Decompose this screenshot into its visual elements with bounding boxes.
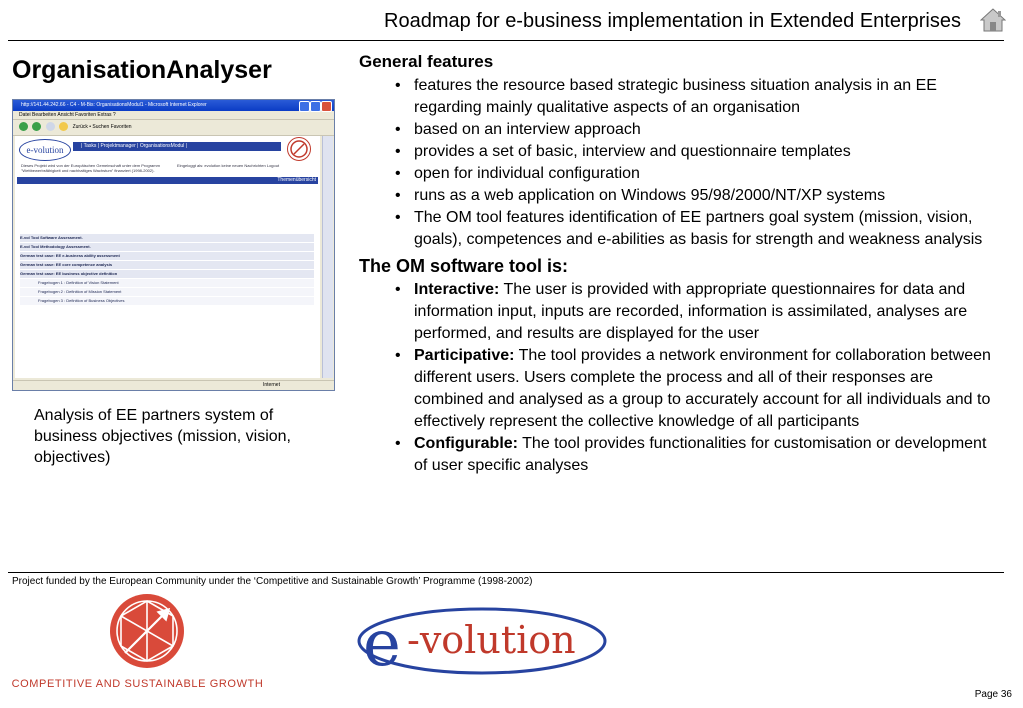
page-number: Page 36 [974,689,1012,700]
header-divider [8,40,1004,41]
inner-topic-row: German test case: EE business objective definition [20,270,314,279]
item-label: Interactive: [414,281,500,298]
inner-topic-row: German test case: EE e-business ability assessment [20,252,314,261]
close-icon [321,101,332,112]
evolution-logo [355,603,610,680]
list-item: • open for individual configuration [359,163,1004,185]
om-tool-list [359,279,1004,477]
header-title: Roadmap for e-business implementation in Extended Enterprises [384,10,961,32]
screenshot-scrollbar [322,136,333,378]
app-screenshot [12,99,335,391]
screenshot-titlebar [13,100,334,111]
inner-description: Dieses Projekt wird von der Europäischen Gemeinschaft unter dem Programm "Wettbewerbsfähigkeit und nachhaltiges Wachstum" finanziert (1998-2002). [21,163,160,173]
minimize-icon [299,101,310,112]
svg-text:e: e [363,607,401,680]
inner-questionnaire-row: Fragebogen 3 : Definition of Business Objectives [20,297,314,306]
item-text: The tool provides a network environment for collaboration between different users. Users complete the process and all of their responses are combined and analysed as a group to accurately account for all individuals and to effectively represent the collective knowledge of all participants [414,347,991,430]
maximize-icon [310,101,321,112]
back-icon [19,122,28,131]
content-column [359,51,1004,477]
inner-topic-row: E-vol Tool Software Assessment. [20,234,314,243]
screenshot-menubar: Datei Bearbeiten Ansicht Favoriten Extras ? [13,111,334,120]
forward-icon [32,122,41,131]
favorites-icon [59,122,68,131]
screenshot-caption: Analysis of EE partners system of business objectives (mission, vision, objectives) [34,407,291,466]
om-tool-heading: The OM software tool is: [359,256,569,276]
inner-user-links: Eingeloggt als: evolution keine neuen Nachrichten Logout [177,163,280,168]
screenshot-window-title: http://141.44.242.66 - C4 - M-Bis: OrganisationsModul1 - Microsoft Internet Explorer [21,102,207,108]
competitive-growth-logo [10,590,265,695]
item-label: Configurable: [414,435,518,452]
list-item: • runs as a web application on Windows 95/98/2000/NT/XP systems [359,185,1004,207]
general-features-heading: General features [359,52,494,71]
list-item [359,279,1004,345]
inner-growth-seal [287,137,311,161]
funding-note: Project funded by the European Community under the ‘Competitive and Sustainable Growth’ Programme (1998-2002) [12,576,533,587]
screenshot-page [15,136,320,378]
inner-topic-row: German test case: EE core competence analysis [20,261,314,270]
inner-questionnaire-row: Fragebogen 1 : Definition of Vision Statement [20,279,314,288]
list-item: • features the resource based strategic business situation analysis in an EE regarding mainly qualitative aspects of an organisation [359,75,1004,119]
item-text: The user is provided with appropriate questionnaires for data and information input, inputs are recorded, information is assimilated, analyses are performed, and results are displayed for the user [414,281,968,342]
general-features-list [359,75,1004,251]
internet-zone-label: Internet [263,382,280,388]
list-item: • based on an interview approach [359,119,1004,141]
list-item: • provides a set of basic, interview and questionnaire templates [359,141,1004,163]
home-icon[interactable] [980,8,1006,32]
list-item: • The OM tool features identification of EE partners goal system (mission, vision, goals), competences and e-abilities as basis for strength and weakness analysis [359,207,1004,251]
list-item [359,345,1004,433]
evolution-logo-text: -volution [407,618,576,662]
item-label: Participative: [414,347,515,364]
inner-nav-bar: | Tasks | Projektmanager | OrganisationsModul | [73,142,281,151]
inner-evolution-logo: e-volution [19,139,71,161]
stop-icon [46,122,55,131]
screenshot-statusbar [13,380,334,390]
item-text: The tool provides functionalities for customisation or development of user specific analyses [414,435,987,474]
list-item [359,433,1004,477]
page-title: OrganisationAnalyser [12,56,272,84]
growth-logo-text: COMPETITIVE AND SUSTAINABLE GROWTH [11,678,264,690]
inner-topic-row: E-vol Tool Methodology Assessment. [20,243,314,252]
inner-topic-bar: Themenübersicht [17,177,318,184]
screenshot-toolbar-text: Zurück • Suchen Favoriten [72,124,132,130]
footer-divider [8,572,1004,573]
inner-questionnaire-row: Fragebogen 2 : Definition of Mission Statement [20,288,314,297]
screenshot-toolbar [13,120,334,136]
